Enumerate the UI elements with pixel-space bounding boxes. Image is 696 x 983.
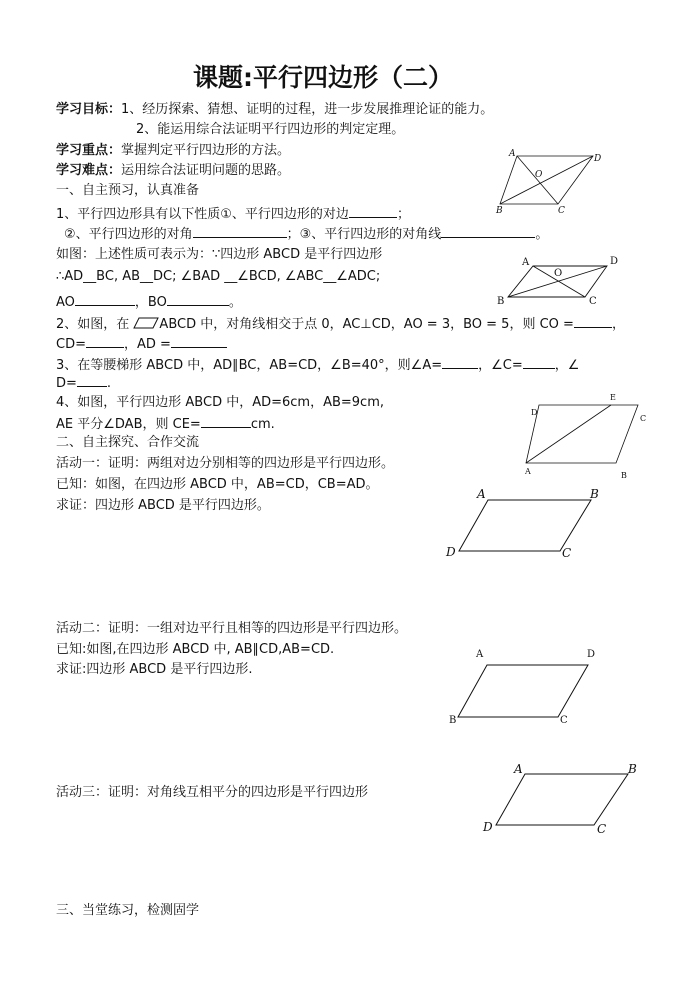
- q4-line2: [56, 414, 275, 434]
- fig2-label-a: A: [522, 257, 530, 268]
- figure-parallelogram-diagonals-1: [496, 149, 605, 216]
- fig2-label-c: C: [589, 296, 597, 307]
- figure-parallelogram-diagonals-2: [497, 252, 625, 307]
- q1-line4: ∴AD__BC, AB__DC; ∠BAD __∠BCD, ∠ABC__∠ADC;: [56, 269, 381, 284]
- fig6-label-b: B: [628, 762, 637, 776]
- learning-difficulty-text: 运用综合法证明问题的思路。: [121, 163, 291, 178]
- fig1-diagonal-bd: [500, 156, 593, 204]
- fig2-label-d: D: [610, 256, 619, 267]
- fig3-label-d: D: [531, 408, 538, 417]
- q2-line1-end: ，: [611, 317, 625, 332]
- q1-blank-diagonals[interactable]: [441, 224, 535, 238]
- q3-line2-text: D=: [56, 376, 77, 391]
- activity-3-title: 活动三：证明：对角线互相平分的四边形是平行四边形: [56, 785, 369, 800]
- learning-focus: [56, 142, 290, 160]
- learning-focus-label: 学习重点：: [56, 143, 122, 158]
- fig6-parallelogram: [496, 774, 628, 825]
- learning-goal-2: 2、能运用综合法证明平行四边形的判定定理。: [136, 122, 405, 137]
- figure-activity-2: [446, 645, 596, 725]
- q2-line1-text: ABCD 中，对角线相交于点 0，AC⊥CD，AO = 3，BO = 5，则 CO =: [159, 317, 574, 332]
- fig5-label-d: D: [587, 649, 596, 660]
- q1-line2b: ；③、平行四边形的对角线: [286, 227, 442, 242]
- fig1-diagonal-ac: [517, 156, 558, 204]
- q3-c-label: ，∠C=: [478, 358, 523, 373]
- q3-line1-text: 3、在等腰梯形 ABCD 中，AD∥BC，AB=CD，∠B=40°，则∠A=: [56, 358, 443, 373]
- q1-ao-label: AO: [56, 295, 75, 310]
- q2-line2: [56, 334, 227, 354]
- q3-line2: [56, 373, 111, 393]
- q3-blank-c[interactable]: [523, 355, 555, 369]
- q2-line1: [56, 314, 625, 334]
- q1-line1-end: ；: [396, 207, 410, 222]
- q1-bo-label: ，BO: [134, 295, 167, 310]
- q2-blank-cd[interactable]: [86, 334, 124, 348]
- q1-blank-opposite-sides[interactable]: [349, 204, 397, 218]
- figure-activity-3: [480, 760, 640, 835]
- section-2-heading: 二、自主探究、合作交流: [56, 435, 200, 450]
- fig1-label-d: D: [594, 154, 602, 164]
- q4-line2b: cm.: [250, 417, 275, 432]
- q1-line5: [56, 292, 242, 312]
- activity-2-prove: 求证:四边形 ABCD 是平行四边形.: [56, 662, 253, 677]
- fig3-label-a: A: [525, 467, 531, 476]
- learning-goals-label: 学习目标：: [56, 102, 122, 117]
- page-title: 课题:平行四边形（二）: [193, 63, 453, 92]
- q2-blank-co[interactable]: [574, 314, 612, 328]
- q1-blank-opposite-angles[interactable]: [193, 224, 287, 238]
- q2-blank-ad[interactable]: [171, 334, 227, 348]
- fig5-label-a: A: [476, 649, 484, 660]
- fig1-label-o: O: [535, 170, 543, 180]
- section-3-heading: 三、当堂练习，检测固学: [56, 903, 200, 918]
- fig4-parallelogram: [459, 500, 591, 551]
- activity-1-prove: 求证：四边形 ABCD 是平行四边形。: [56, 498, 270, 513]
- q3-line1: [56, 355, 579, 375]
- fig4-label-d: D: [446, 545, 456, 559]
- q1-line3: 如图：上述性质可表示为：∵四边形 ABCD 是平行四边形: [56, 247, 383, 262]
- fig4-label-a: A: [477, 487, 486, 501]
- fig6-label-d: D: [483, 820, 493, 834]
- q4-line2a: AE 平分∠DAB，则 CE=: [56, 417, 201, 432]
- fig1-label-a: A: [509, 149, 516, 159]
- fig3-label-e: E: [610, 393, 616, 402]
- q1-line1: [56, 204, 410, 224]
- fig2-label-b: B: [497, 296, 505, 307]
- fig3-parallelogram: [526, 405, 638, 463]
- activity-2-title: 活动二：证明：一组对边平行且相等的四边形是平行四边形。: [56, 621, 408, 636]
- q2-pre: 2、如图，在: [56, 317, 130, 332]
- parallelogram-icon: [133, 317, 159, 329]
- q1-line2-end: 。: [535, 227, 549, 242]
- figure-parallelogram-bisector: [522, 393, 647, 480]
- q3-blank-d[interactable]: [77, 373, 107, 387]
- fig3-segment-ae: [526, 405, 611, 463]
- learning-focus-text: 掌握判定平行四边形的方法。: [121, 143, 291, 158]
- activity-1-given: 已知：如图，在四边形 ABCD 中，AB=CD，CB=AD。: [56, 477, 379, 492]
- learning-difficulty: [56, 162, 290, 180]
- fig4-label-c: C: [562, 546, 572, 560]
- section-1-heading: 一、自主预习，认真准备: [56, 183, 200, 198]
- q1-blank-bo[interactable]: [167, 292, 229, 306]
- q1-line2: [64, 224, 548, 244]
- q2-ad-label: ，AD =: [123, 337, 171, 352]
- fig5-parallelogram: [458, 665, 588, 717]
- fig6-label-a: A: [514, 762, 523, 776]
- q1-line5-end: 。: [228, 295, 242, 310]
- fig4-label-b: B: [590, 487, 599, 501]
- q1-line2a: ②、平行四边形的对角: [64, 227, 193, 242]
- fig1-label-b: B: [496, 206, 503, 216]
- q3-d-label: ，∠: [554, 358, 580, 373]
- q1-blank-ao[interactable]: [75, 292, 135, 306]
- q1-line1-text: 1、平行四边形具有以下性质①、平行四边形的对边: [56, 207, 349, 222]
- fig5-label-c: C: [560, 715, 568, 726]
- q4-blank-ce[interactable]: [201, 414, 251, 428]
- q3-blank-a[interactable]: [442, 355, 478, 369]
- learning-difficulty-label: 学习难点：: [56, 163, 122, 178]
- fig6-label-c: C: [597, 822, 607, 836]
- fig1-label-c: C: [558, 206, 565, 216]
- activity-1-title: 活动一：证明：两组对边分别相等的四边形是平行四边形。: [56, 456, 395, 471]
- figure-activity-1: [446, 487, 599, 560]
- learning-goals-line1: [56, 101, 493, 119]
- activity-2-given: 已知:如图,在四边形 ABCD 中, AB∥CD,AB=CD.: [56, 642, 335, 657]
- q2-cd-label: CD=: [56, 337, 86, 352]
- learning-goal-1: 1、经历探索、猜想、证明的过程，进一步发展推理论证的能力。: [121, 102, 494, 117]
- q4-line1: 4、如图，平行四边形 ABCD 中，AD=6cm，AB=9cm,: [56, 395, 385, 410]
- q3-line2-end: .: [106, 376, 112, 391]
- fig5-label-b: B: [449, 715, 457, 726]
- fig3-label-b: B: [621, 471, 627, 480]
- fig2-label-o: O: [554, 268, 563, 279]
- fig3-label-c: C: [640, 414, 647, 423]
